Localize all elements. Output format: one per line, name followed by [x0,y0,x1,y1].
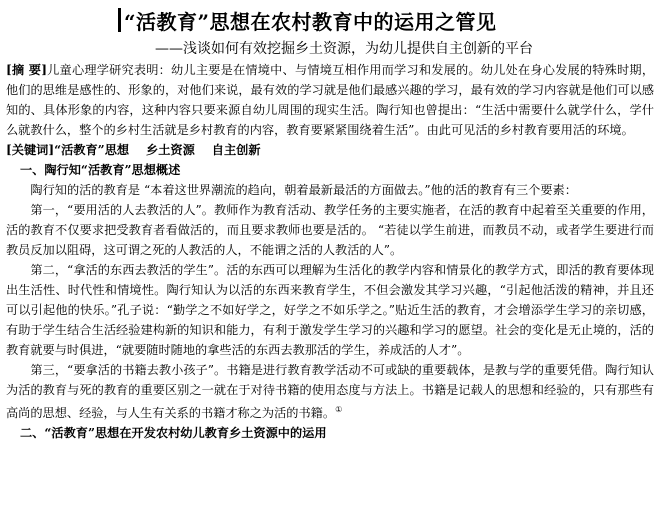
article-title: “活教育”思想在农村教育中的运用之管见 [124,10,497,34]
title-left-bar [118,8,121,32]
article-body [6,60,654,443]
article-subtitle: ——浅谈如何有效挖掘乡土资源，为幼儿提供自主创新的平台 [155,41,533,57]
keywords-text: “活教育”思想 乡土资源 自主创新 [54,143,261,157]
section1-point3-text: 第三，“要拿活的书籍去教小孩子”。书籍是进行教育教学活动不可或缺的重要载体，是教与学的重要凭借。陶行知认为活的教育与死的教育的重要区别之一就在于对待书籍的使用态度与方法上。书籍是记载人的思想和经验的，只有那些有高尚的思想、经验，与人生有关系的书籍才称之为活的书籍。 [6,363,654,421]
section1-point3 [6,360,654,423]
keywords-paragraph [6,140,654,160]
section1-intro: 陶行知的活的教育是 “本着这世界潮流的趋向，朝着最新最活的方面做去。”他的活的教育有三个要素： [30,183,577,197]
abstract-paragraph [6,60,654,140]
keywords-label: [关键词] [6,143,55,157]
title-row [0,4,658,34]
footnote-marker: ① [335,405,343,414]
section1-point1: 第一，“要用活的人去教活的人”。教师作为教育活动、教学任务的主要实施者，在活的教育中起着至关重要的作用，活的教育不仅要求把受教育者看做活的，而且要求教师也要是活的。 “若徒以学生前进，而教员不动，或者学生要进行而教员反加以阻碍，这可谓之死的人教活的人，不能谓之活的人教活的人”。 [6,203,654,257]
abstract-text: 儿童心理学研究表明：幼儿主要是在情境中、与情境互相作用而学习和发展的。幼儿处在身心发展的特殊时期，他们的思维是感性的、形象的，对他们来说，最有效的学习就是他们最感兴趣的学习，最有效的学习内容就是他们可以感知的、具体形象的内容，这种内容只要来源自幼儿周围的现实生活。陶行知也曾提出：“生活中需要什么就学什么，学什么就教什么，整个的乡村生活就是乡村教育的内容，教育要紧紧围绕着生活”。由此可见活的乡村教育要用活的环境。 [6,63,655,137]
section1-point2: 第二，“拿活的东西去教活的学生”。活的东西可以理解为生活化的教学内容和情景化的教学方式，即活的教育要体现出生活性、时代性和情境性。陶行知认为以活的东西来教育学生，不但会激发其学习兴趣，“引起他活泼的精神，并且还可以引起他的快乐。”孔子说：“勤学之不如好学之，好学之不如乐学之。”贴近生活的教育，才会增添学生学习的亲切感，有助于学生结合生活经验建构新的知识和能力，有利于激发学生学习的兴趣和学习的愿望。社会的变化是无止境的，活的教育就要与时俱进，“就要随时随地的拿些活的东西去教那活的学生，养成活的人才”。 [6,263,654,357]
section1-heading: 一、陶行知“活教育”思想概述 [20,163,181,177]
abstract-label: [摘 要] [6,63,47,77]
section2-heading: 二、“活教育”思想在开发农村幼儿教育乡土资源中的运用 [20,426,327,441]
